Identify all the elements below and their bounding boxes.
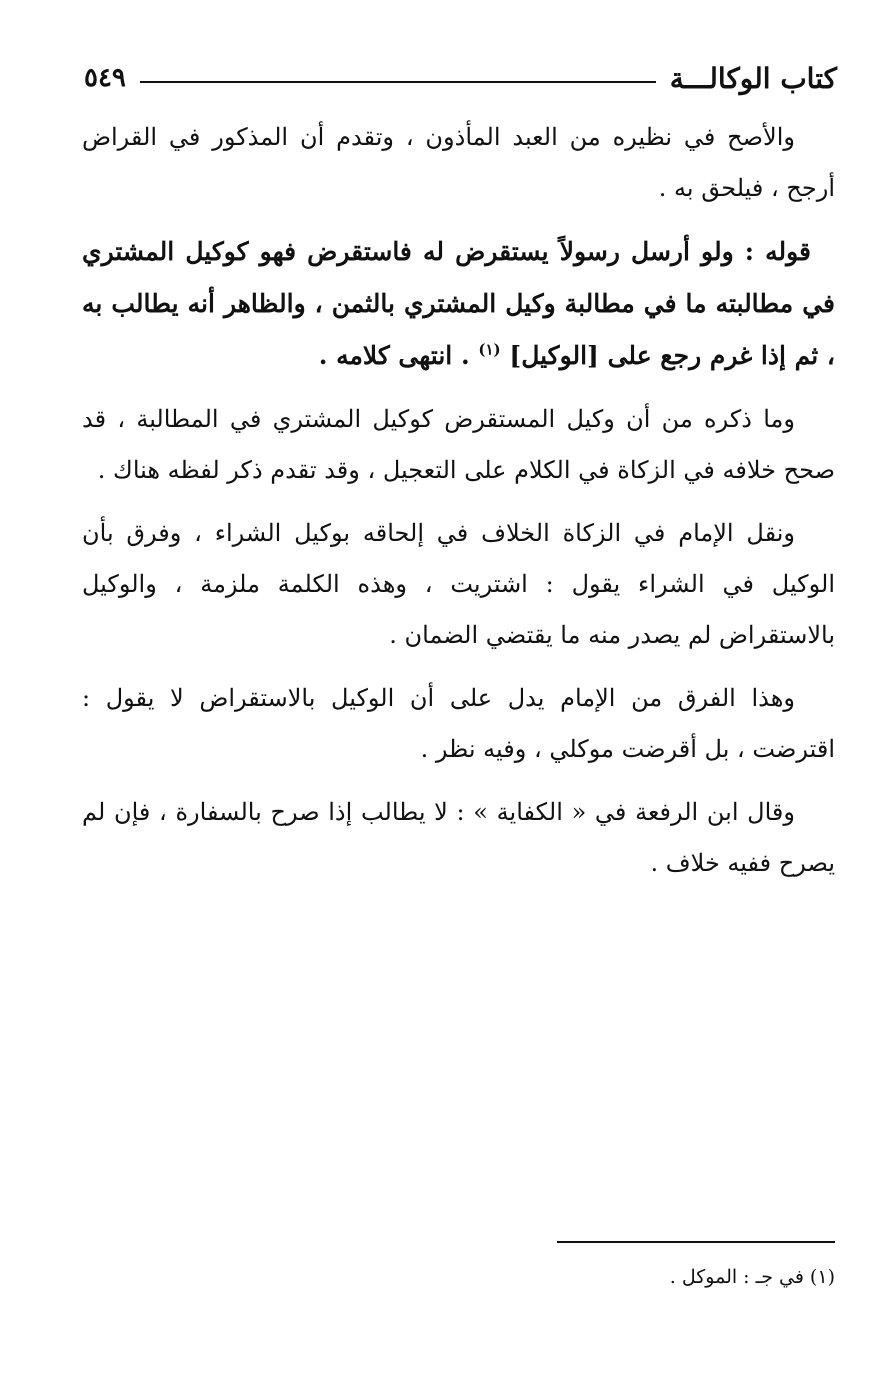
paragraph-2-quote <box>82 226 835 382</box>
quote-ending: . انتهى كلامه . <box>318 341 479 370</box>
paragraph-1: والأصح في نظيره من العبد المأذون ، وتقدم أن المذكور في القراض أرجح ، فيلحق به . <box>82 123 835 202</box>
quote-text: قوله : ولو أرسل رسولاً يستقرض له فاستقرض فهو كوكيل المشتري في مطالبته ما في مطالبة وكيل المشتري بالثمن ، والظاهر أنه يطالب به ، ثم إذا غرم رجع على [الوكيل] <box>82 237 835 370</box>
body-text <box>82 112 835 901</box>
paragraph-4: ونقل الإمام في الزكاة الخلاف في إلحاقه بوكيل الشراء ، وفرق بأن الوكيل في الشراء يقول : اشتريت ، وهذه الكلمة ملزمة ، والوكيل بالاستقراض لم يصدر منه ما يقتضي الضمان . <box>82 519 835 649</box>
paragraph-6: وقال ابن الرفعة في « الكفاية » : لا يطالب إذا صرح بالسفارة ، فإن لم يصرح ففيه خلاف . <box>82 798 835 877</box>
paragraph-3: وما ذكره من أن وكيل المستقرض كوكيل المشتري في المطالبة ، قد صحح خلافه في الزكاة في الكلام على التعجيل ، وقد تقدم ذكر لفظه هناك . <box>82 405 835 484</box>
footnote-reference: (١) <box>478 340 501 359</box>
chapter-title: كتاب الوكالـــة <box>669 61 837 95</box>
header-rule <box>140 81 656 83</box>
page-number: ٥٤٩ <box>84 63 126 93</box>
footnote-rule <box>557 1241 835 1243</box>
footnote: (١) في جـ : الموكل . <box>669 1266 835 1288</box>
paragraph-5: وهذا الفرق من الإمام يدل على أن الوكيل بالاستقراض لا يقول : اقترضت ، بل أقرضت موكلي ، وفيه نظر . <box>82 684 835 763</box>
running-header <box>84 58 837 98</box>
